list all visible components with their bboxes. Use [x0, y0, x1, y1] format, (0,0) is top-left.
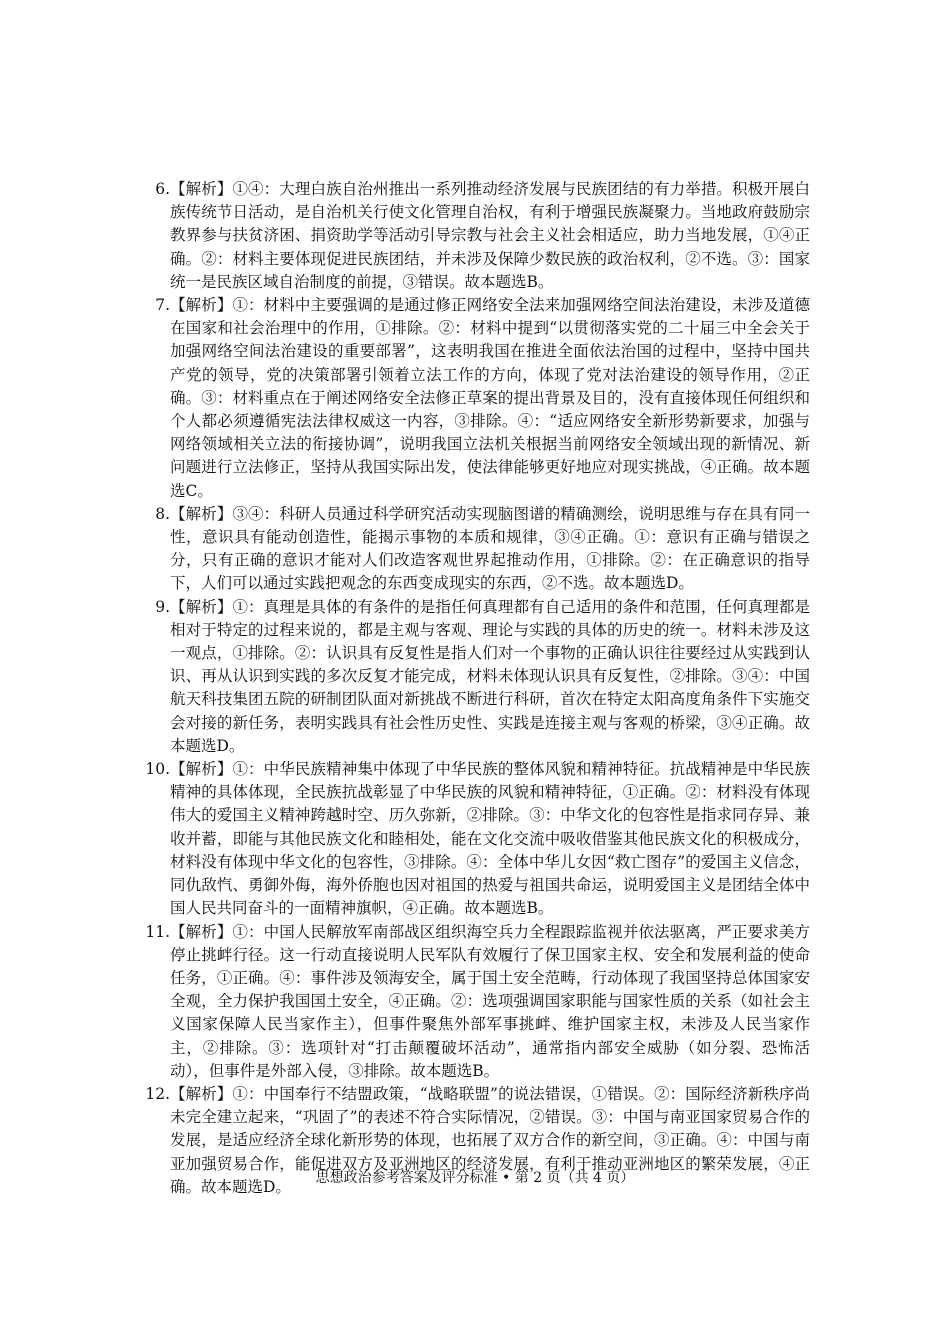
explanation-text: 【解析】①：中国奉行不结盟政策，“战略联盟”的说法错误，①错误。②：国际经济新秩序尚未完全建立起来，“巩固了”的表述不符合实际情况，②错误。③：中国与南亚国家贸易合作的发展，是适应经济全球化新形势的体现，也拓展了双方合作的新空间，③正确。④：中国与南亚加强贸易合作，能促进双方及亚洲地区的经济发展，有利于推动亚洲地区的繁荣发展，④正确。故本题选D。: [170, 1084, 810, 1196]
answer-item-11: [145, 921, 810, 1083]
explanation-text: 【解析】③④：科研人员通过科学研究活动实现脑图谱的精确测绘，说明思维与存在具有同一性，意识具有能动创造性，能揭示事物的本质和规律，③④正确。①：意识有正确与错误之分，只有正确的意识才能对人们改造客观世界起推动作用，①排除。②：在正确意识的指导下，人们可以通过实践把观念的东西变成现实的东西，②不选。故本题选D。: [170, 504, 810, 593]
question-number: 7.: [155, 296, 170, 315]
question-number: 9.: [155, 597, 170, 616]
question-number: 6.: [155, 180, 170, 198]
answer-item-10: [145, 758, 810, 920]
question-number: 8.: [155, 504, 170, 523]
explanation-text: 【解析】①：材料中主要强调的是通过修正网络安全法来加强网络空间法治建设，未涉及道德在国家和社会治理中的作用，①排除。②：材料中提到“以贯彻落实党的二十届三中全会关于加强网络空间法治建设的重要部署”，这表明我国在推进全面依法治国的过程中，坚持中国共产党的领导，党的决策部署引领着立法工作的方向，体现了党对法治建设的领导作用，②正确。③：材料重点在于阐述网络安全法修正草案的提出背景及目的，没有直接体现任何组织和个人都必须遵循宪法法律权威这一内容，③排除。④：“适应网络安全新形势新要求，加强与网络领域相关立法的衔接协调”，说明我国立法机关根据当前网络安全领域出现的新情况、新问题进行立法修正，坚持从我国实际出发，使法律能够更好地应对现实挑战，④正确。故本题选C。: [170, 296, 810, 500]
answer-item-6: [145, 178, 810, 294]
question-number: 12.: [145, 1084, 170, 1103]
question-number: 10.: [145, 760, 170, 779]
explanation-text: 【解析】①④：大理白族自治州推出一系列推动经济发展与民族团结的有力举措。积极开展白族传统节日活动，是自治机关行使文化管理自治权，有利于增强民族凝聚力。当地政府鼓励宗教界参与扶贫济困、捐资助学等活动引导宗教与社会主义社会相适应，助力当地发展，①④正确。②：材料主要体现促进民族团结，并未涉及保障少数民族的政治权利，②不选。③：国家统一是民族区域自治制度的前提，③错误。故本题选B。: [170, 180, 810, 291]
question-number: 11.: [145, 922, 170, 941]
explanation-text: 【解析】①：中国人民解放军南部战区组织海空兵力全程跟踪监视并依法驱离，严正要求美方停止挑衅行径。这一行动直接说明人民军队有效履行了保卫国家主权、安全和发展利益的使命任务，①正确。④：事件涉及领海安全，属于国土安全范畴，行动体现了我国坚持总体国家安全观，全力保护我国国土安全，④正确。②：选项强调国家职能与国家性质的关系（如社会主义国家保障人民当家作主），但事件聚焦外部军事挑衅、维护国家主权，未涉及人民当家作主，②排除。③：选项针对“打击颠覆破坏活动”，通常指内部安全威胁（如分裂、恐怖活动），但事件是外部入侵，③排除。故本题选B。: [170, 922, 810, 1080]
answer-item-7: [145, 294, 810, 503]
explanation-text: 【解析】①：真理是具体的有条件的是指任何真理都有自己适用的条件和范围，任何真理都是相对于特定的过程来说的，都是主观与客观、理论与实践的具体的历史的统一。材料未涉及这一观点，①排除。②：认识具有反复性是指人们对一个事物的正确认识往往要经过从实践到认识、再从认识到实践的多次反复才能完成，材料未体现认识具有反复性，②排除。③④：中国航天科技集团五院的研制团队面对新挑战不断进行科研，首次在特定太阳高度角条件下实施交会对接的新任务，表明实践具有社会性历史性、实践是连接主观与客观的桥梁，③④正确。故本题选D。: [170, 597, 810, 755]
page-footer: 思想政治参考答案及评分标准 • 第 2 页（共 4 页）: [315, 1170, 635, 1186]
answer-item-9: [145, 596, 810, 758]
answer-item-8: [145, 503, 810, 596]
answer-explanations: [145, 178, 810, 1199]
explanation-text: 【解析】①：中华民族精神集中体现了中华民族的整体风貌和精神特征。抗战精神是中华民族精神的具体体现，全民族抗战彰显了中华民族的风貌和精神特征，①正确。②：材料没有体现伟大的爱国主义精神跨越时空、历久弥新，②排除。③：中华文化的包容性是指求同存异、兼收并蓄，即能与其他民族文化和睦相处，能在文化交流中吸收借鉴其他民族文化的积极成分，材料没有体现中华文化的包容性，③排除。④：全体中华儿女因“救亡图存”的爱国主义信念，同仇敌忾、勇御外侮，海外侨胞也因对祖国的热爱与祖国共命运，说明爱国主义是团结全体中国人民共同奋斗的一面精神旗帜，④正确。故本题选B。: [170, 760, 810, 918]
